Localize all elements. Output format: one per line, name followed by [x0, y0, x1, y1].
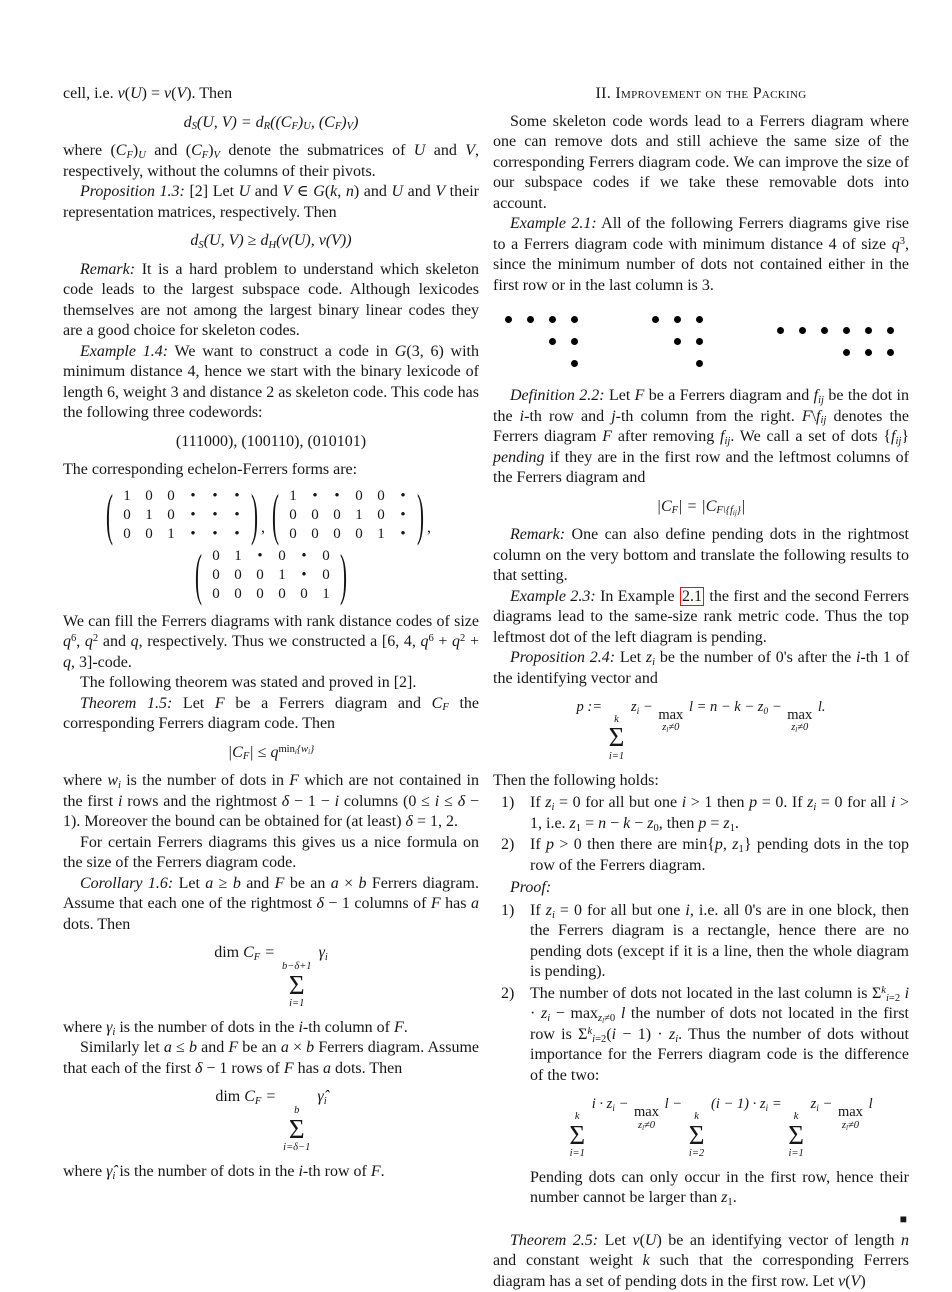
matrix-entry: 1	[145, 506, 153, 523]
paragraph: where $w_i$ is the number of dots in F which are not contained in the first i rows and the rightmost δ − 1 − i columns (0 ≤ i ≤ δ − 1). Moreover the bound can be obtained for (at least) δ = 1, 2.	[63, 772, 480, 830]
ferrers-empty	[497, 352, 519, 374]
matrix-entry: 0	[234, 566, 242, 583]
matrix-entry: 0	[167, 506, 175, 523]
qed-square: ■	[899, 1211, 907, 1226]
ferrers-dot	[519, 308, 541, 330]
matrix-dot: •	[212, 525, 218, 542]
matrix-entry: 0	[278, 585, 286, 602]
left-paren: (	[106, 481, 113, 547]
ferrers-dot	[541, 308, 563, 330]
sum-operator: b−δ+1 Σ i=1	[282, 961, 312, 1010]
matrix-row	[63, 481, 479, 547]
matrix-dot: •	[212, 506, 218, 523]
matrix-entry: 1	[234, 547, 242, 564]
item-body	[530, 901, 909, 983]
ferrers-dot	[563, 352, 585, 374]
paragraph: Remark: It is a hard problem to understand which skeleton code leads to the largest subspace code. Although lexicodes themselves are not among the largest binary linear codes they are a good choice for skeleton codes.	[63, 260, 479, 339]
matrix-entry: 0	[300, 585, 308, 602]
paragraph: Theorem 1.5: Let F be a Ferrers diagram and $C_F$ the corresponding Ferrers diagram code. Then	[63, 694, 479, 732]
matrix-entry: 0	[289, 525, 297, 542]
display-equation: $d_S(U$, $V) \ge d_H(v(U)$, v(V))	[190, 232, 352, 251]
ferrers-empty	[497, 330, 519, 352]
matrix-entry: 0	[355, 487, 363, 504]
paragraph: where $\gammâ_i$ is the number of dots in the i-th row of F.	[63, 1162, 385, 1182]
right-paren: )	[340, 541, 347, 607]
matrix-dot: •	[301, 547, 307, 564]
right-paren: )	[417, 481, 424, 547]
paragraph: Example 1.4: We want to construct a code in G(3, 6) with minimum distance 4, hence we start with the binary lexicode of length 6, weight 3 and distance 2 as skeleton code. This code has the following three codewords:	[63, 342, 479, 421]
matrix	[105, 481, 259, 547]
matrix	[194, 541, 348, 607]
paragraph: Similarly let a ≤ b and F be an a × b Ferrers diagram. Assume that each of the first δ − 1 rows of F has a dots. Then	[63, 1039, 480, 1077]
matrix-dot: •	[234, 506, 240, 523]
display-equation: p := k Σ i=1 $z_i$ − max $z_l\ne 0$ $l = n - k - z_0$ − max $z_l\ne 0$ l.	[576, 699, 826, 763]
paragraph: where $(C_F)_U$ and $(C_F)_V$ denote the submatrices of U and V, respectively, without the columns of their pivots.	[63, 142, 479, 180]
ferrers-diagram	[497, 308, 585, 374]
paragraph: Proposition 1.3: [2] Let U and V ∈ G(k, n) and U and V their representation matrices, respectively. Then	[63, 183, 479, 221]
matrix-entry: 0	[167, 487, 175, 504]
ferrers-empty	[791, 341, 813, 363]
matrix	[271, 481, 425, 547]
paragraph: If $z_i = 0$ for all but one i > 1 then p = 0. If $z_i = 0$ for all i > 1, i.e. $z_1 = n - k - z_0$, then $p = z_1$.	[530, 794, 910, 834]
sum-operator: k Σ i=2	[688, 1110, 705, 1160]
ferrers-empty	[541, 352, 563, 374]
ferrers-empty	[519, 352, 541, 374]
paragraph: Example 2.1: All of the following Ferrers diagrams give rise to a Ferrers diagram code with minimum distance 4 of size $q^3$, since the minimum number of dots not contained either in the first row or in the last column is 3.	[493, 215, 909, 294]
matrix-entry: 0	[311, 525, 319, 542]
matrix-entry: 1	[355, 506, 363, 523]
matrix-entry: 0	[123, 525, 131, 542]
paragraph: Corollary 1.6: Let a ≥ b and F be an a × b Ferrers diagram. Assume that each one of the rightmost δ − 1 columns of F has a dots. Then	[63, 874, 480, 933]
paragraph: The number of dots not located in the last column is $\Sigma^k_{i=2}$ $i \cdot z_i - \max_{z_l\ne 0} l$ the number of dots not located in the first row is $\Sigma^k_{i=2}(i - 1) \cdot z_i$. Thus the number of dots without importance for the Ferrers diagram code is the difference of the two:	[530, 984, 910, 1084]
matrix-entry: 0	[234, 585, 242, 602]
paragraph: Some skeleton code words lead to a Ferrers diagram where one can remove dots and still achieve the same size of the corresponding Ferrers diagram code. We can improve the size of our subspace codes if we take these removable dots into account.	[493, 112, 909, 212]
matrix-entry: 0	[333, 506, 341, 523]
ferrers-diagram	[769, 319, 901, 363]
ferrers-dot	[835, 341, 857, 363]
ferrers-empty	[644, 330, 666, 352]
ferrers-dot	[688, 330, 710, 352]
matrix-entry: 0	[212, 566, 220, 583]
item-body	[530, 793, 909, 834]
matrix-entry: 0	[256, 585, 264, 602]
matrix-dot: •	[234, 525, 240, 542]
matrix-dot: •	[400, 487, 406, 504]
display-equation: $d_S(U$, $V) = d_R((C_F)_U$, $(C_F)_V$)	[183, 113, 359, 133]
ferrers-empty	[666, 352, 688, 374]
list-item	[501, 984, 909, 1209]
ferrers-dot	[688, 308, 710, 330]
ferrers-dot	[688, 352, 710, 374]
paragraph: where $\gamma_i$ is the number of dots in the i-th column of F.	[63, 1018, 408, 1038]
matrix-entry: 1	[322, 585, 330, 602]
matrix-entry: 1	[167, 525, 175, 542]
display-equation: k Σ i=1 $i \cdot z_i$ − max $z_l\ne 0$ l − k Σ i=2 $(i - 1) \cdot z_i$ = k Σ i=1 $z_i$ − max $z_l\ne 0$ l	[569, 1096, 873, 1160]
matrix-entry: 1	[289, 487, 297, 504]
matrix-entry: 0	[278, 547, 286, 564]
right-paren: )	[251, 481, 258, 547]
display-equation: dim $C_F$ = b−δ+1 Σ i=1 $\gamma_i$	[214, 944, 328, 1010]
matrix-dot: •	[257, 547, 263, 564]
item-number: 1)	[501, 794, 515, 812]
ferrers-dot	[769, 319, 791, 341]
matrix-entry: 0	[322, 566, 330, 583]
ferrers-dot	[857, 319, 879, 341]
ferrers-empty	[769, 341, 791, 363]
matrix-dot: •	[234, 487, 240, 504]
paragraph: Theorem 2.5: Let v(U) be an identifying vector of length n and constant weight k such that the corresponding Ferrers diagram has a set of pending dots in the first row. Let v(V)	[493, 1231, 909, 1290]
under-operator: max $z_l\ne 0$	[658, 706, 684, 735]
display-equation: $|C_F| \le q^{min_i\{w_i\}}$	[227, 743, 315, 763]
left-paren: (	[195, 541, 202, 607]
ferrers-dot	[879, 319, 901, 341]
two-column-layout	[63, 84, 908, 1292]
section-heading: II. Improvement on the Packing	[595, 85, 807, 102]
numbered-list	[493, 793, 909, 876]
ferrers-dot	[791, 319, 813, 341]
matrix-entry: 0	[212, 547, 220, 564]
matrix-dot: •	[301, 566, 307, 583]
ferrers-dot	[666, 308, 688, 330]
matrix-entry: 0	[145, 525, 153, 542]
paragraph: Pending dots can only occur in the first row, hence their number cannot be larger than $z_1$.	[530, 1168, 909, 1209]
matrix-entry: 0	[355, 525, 363, 542]
matrix-entry: 0	[322, 547, 330, 564]
paragraph: The corresponding echelon-Ferrers forms are:	[63, 461, 358, 478]
ferrers-dot	[666, 330, 688, 352]
matrix-entry: 0	[311, 506, 319, 523]
matrix-entry: 0	[289, 506, 297, 523]
matrix-dot: •	[190, 525, 196, 542]
ferrers-dot	[857, 341, 879, 363]
item-number: 2)	[501, 984, 515, 1002]
list-item	[501, 793, 909, 834]
display-equation: dim $C_F$ = b Σ i=δ−1 $\gammâ_i$	[215, 1088, 327, 1154]
matrix-row	[63, 541, 479, 607]
matrix-entry: 1	[278, 566, 286, 583]
matrix-dot: •	[190, 506, 196, 523]
matrix-dot: •	[190, 487, 196, 504]
under-operator: max $z_l\ne 0$	[634, 1104, 659, 1132]
matrix-entry: 1	[123, 487, 131, 504]
display-equation: $|C_F| = |C_{F\backslash\{f_{ij}\}}|$	[656, 497, 746, 518]
matrix-dot: •	[312, 487, 318, 504]
paragraph: If $z_i = 0$ for all but one i, i.e. all 0's are in one block, then the Ferrers diagram is a rectangle, hence there are no pending dots (except if it is a line, then the whole diagram is pending).	[530, 901, 909, 981]
matrix-entry: 0	[377, 506, 385, 523]
ferrers-dot	[563, 330, 585, 352]
left-paren: (	[272, 481, 279, 547]
ferrers-diagrams	[497, 308, 901, 374]
under-operator: max $z_l\ne 0$	[787, 706, 813, 735]
ferrers-dot	[813, 319, 835, 341]
list-item	[501, 835, 909, 876]
ferrers-dot	[835, 319, 857, 341]
sum-operator: b Σ i=δ−1	[283, 1105, 311, 1154]
item-number: 2)	[501, 836, 515, 854]
sum-operator: k Σ i=1	[788, 1110, 804, 1160]
ferrers-dot	[879, 341, 901, 363]
ferrers-dot	[541, 330, 563, 352]
display-equation: (111000), (100110), (010101)	[175, 432, 367, 450]
matrix-dot: •	[400, 506, 406, 523]
left-column	[63, 84, 479, 1292]
ferrers-dot	[497, 308, 519, 330]
ferrers-empty	[813, 341, 835, 363]
matrix-entry: 0	[145, 487, 153, 504]
paragraph: Proposition 2.4: Let $z_i$ be the number of 0's after the i-th 1 of the identifying vector and	[493, 649, 910, 687]
matrix-entry: 0	[123, 506, 131, 523]
item-number: 1)	[501, 901, 515, 919]
ferrers-empty	[519, 330, 541, 352]
under-operator: max $z_l\ne 0$	[837, 1104, 863, 1132]
paragraph: Proof:	[510, 879, 552, 897]
citation-link[interactable]: 2.1	[682, 587, 703, 605]
ferrers-diagram	[644, 308, 710, 374]
matrix-dot: •	[400, 525, 406, 542]
matrix-entry: 0	[256, 566, 264, 583]
matrix-entry: 0	[212, 585, 220, 602]
item-body	[530, 984, 909, 1209]
paragraph: For certain Ferrers diagrams this gives us a nice formula on the size of the Ferrers diagram code.	[63, 833, 479, 871]
comma: ,	[427, 518, 431, 536]
matrix-entry: 0	[377, 487, 385, 504]
paragraph: Remark: One can also define pending dots in the rightmost column on the very bottom and translate the following results to that setting.	[493, 526, 909, 584]
paragraph: If p > 0 then there are min{p, $z_1$} pending dots in the top row of the Ferrers diagram.	[530, 836, 910, 874]
matrix-group	[63, 481, 479, 607]
numbered-list	[493, 901, 909, 1209]
paragraph: The following theorem was stated and proved in [2].	[80, 674, 417, 691]
paragraph: Then the following holds:	[493, 771, 659, 789]
matrix-dot: •	[212, 487, 218, 504]
matrix-entry: 0	[333, 525, 341, 542]
ferrers-empty	[644, 352, 666, 374]
sum-operator: k Σ i=1	[569, 1110, 586, 1160]
list-item	[501, 901, 909, 983]
paragraph: Example 2.3: In Example 2.1 the first and the second Ferrers diagrams lead to the same-size rank metric code. Thus the top leftmost dot of the left diagram is pending.	[493, 587, 909, 646]
paragraph: Definition 2.2: Let F be a Ferrers diagram and $f_{ij}$ be the dot in the i-th row and j-th column from the right. $F\backslash f_{ij}$ denotes the Ferrers diagram F after removing $f_{ij}$. We call a set of dots $\{f_{ij}\}$ pending if they are in the first row and the leftmost columns of the Ferrers diagram and	[493, 387, 910, 486]
matrix-entry: 1	[377, 525, 385, 542]
item-body	[530, 835, 909, 876]
comma: ,	[261, 518, 265, 536]
sum-operator: k Σ i=1	[608, 713, 625, 763]
paragraph: cell, i.e. v(U) = v(V). Then	[63, 85, 233, 102]
right-column	[493, 84, 909, 1292]
matrix-dot: •	[334, 487, 340, 504]
ferrers-dot	[644, 308, 666, 330]
ferrers-dot	[563, 308, 585, 330]
paragraph: We can fill the Ferrers diagrams with rank distance codes of size $q^6$, $q^2$ and q, respectively. Thus we constructed a [6, 4, $q^6 + q^2 + q$, 3]-code.	[63, 612, 479, 671]
